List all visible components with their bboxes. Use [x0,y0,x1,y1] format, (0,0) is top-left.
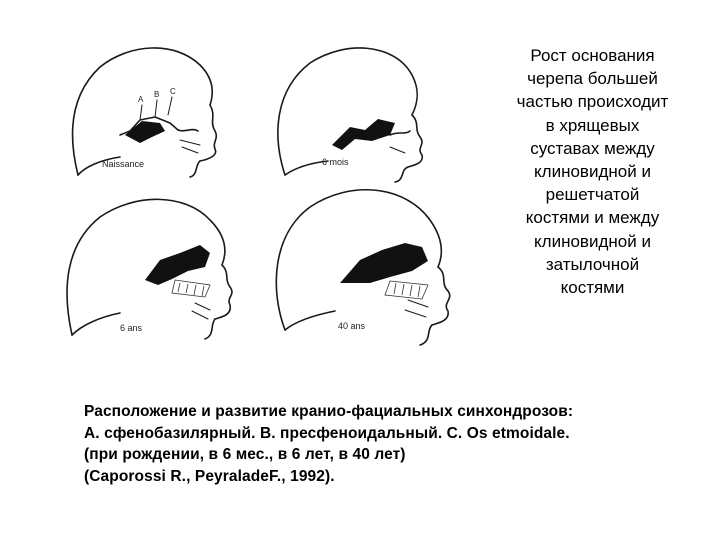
skull-growth-description [505,44,680,299]
description-line: черепа большей [527,69,658,89]
skull-panel-naissance [73,48,217,177]
description-line: в хрящевых [545,115,640,135]
arrow-letter-c: C [170,87,176,96]
description-line: костями и между [525,208,660,228]
caption-line: Расположение и развитие кранио-фациальных синхондрозов: [84,403,574,420]
synchondrosis-6-ans [145,245,210,285]
skull-panel-6-ans [67,199,232,339]
caption-line: (при рождении, в 6 мес., в 6 лет, в 40 лет) [84,446,406,463]
caption-line: (Caporossi R., PeyraladeF., 1992). [84,467,335,485]
description-line: суставах между [530,138,655,158]
synchondrosis-naissance [125,121,165,143]
figure-caption [84,401,694,487]
synchondrosis-6-mois [332,119,395,150]
description-line: костями [560,278,625,298]
arrow-letter-b: B [154,90,160,99]
skull-panel-6-mois [278,48,422,182]
panel-label-6-ans: 6 ans [120,323,143,333]
skull-growth-figure [60,35,500,350]
panel-label-naissance: Naissance [102,159,145,169]
skull-drawings [60,35,500,350]
description-line: Рост основания [530,46,655,65]
description-line: клиновидной и [534,162,651,182]
arrow-letter-a: A [138,95,144,104]
panel-label-6-mois: 6 mois [322,157,349,167]
synchondrosis-40-ans [340,243,428,283]
panel-label-40-ans: 40 ans [338,321,366,331]
description-line: решетчатой [545,185,640,205]
description-line: клиновидной и [534,231,651,251]
description-line: частью происходит [516,92,669,112]
description-line: затылочной [545,254,640,274]
caption-line: А. сфенобазилярный. В. пресфеноидальный. С. Os etmoidale. [84,424,570,442]
